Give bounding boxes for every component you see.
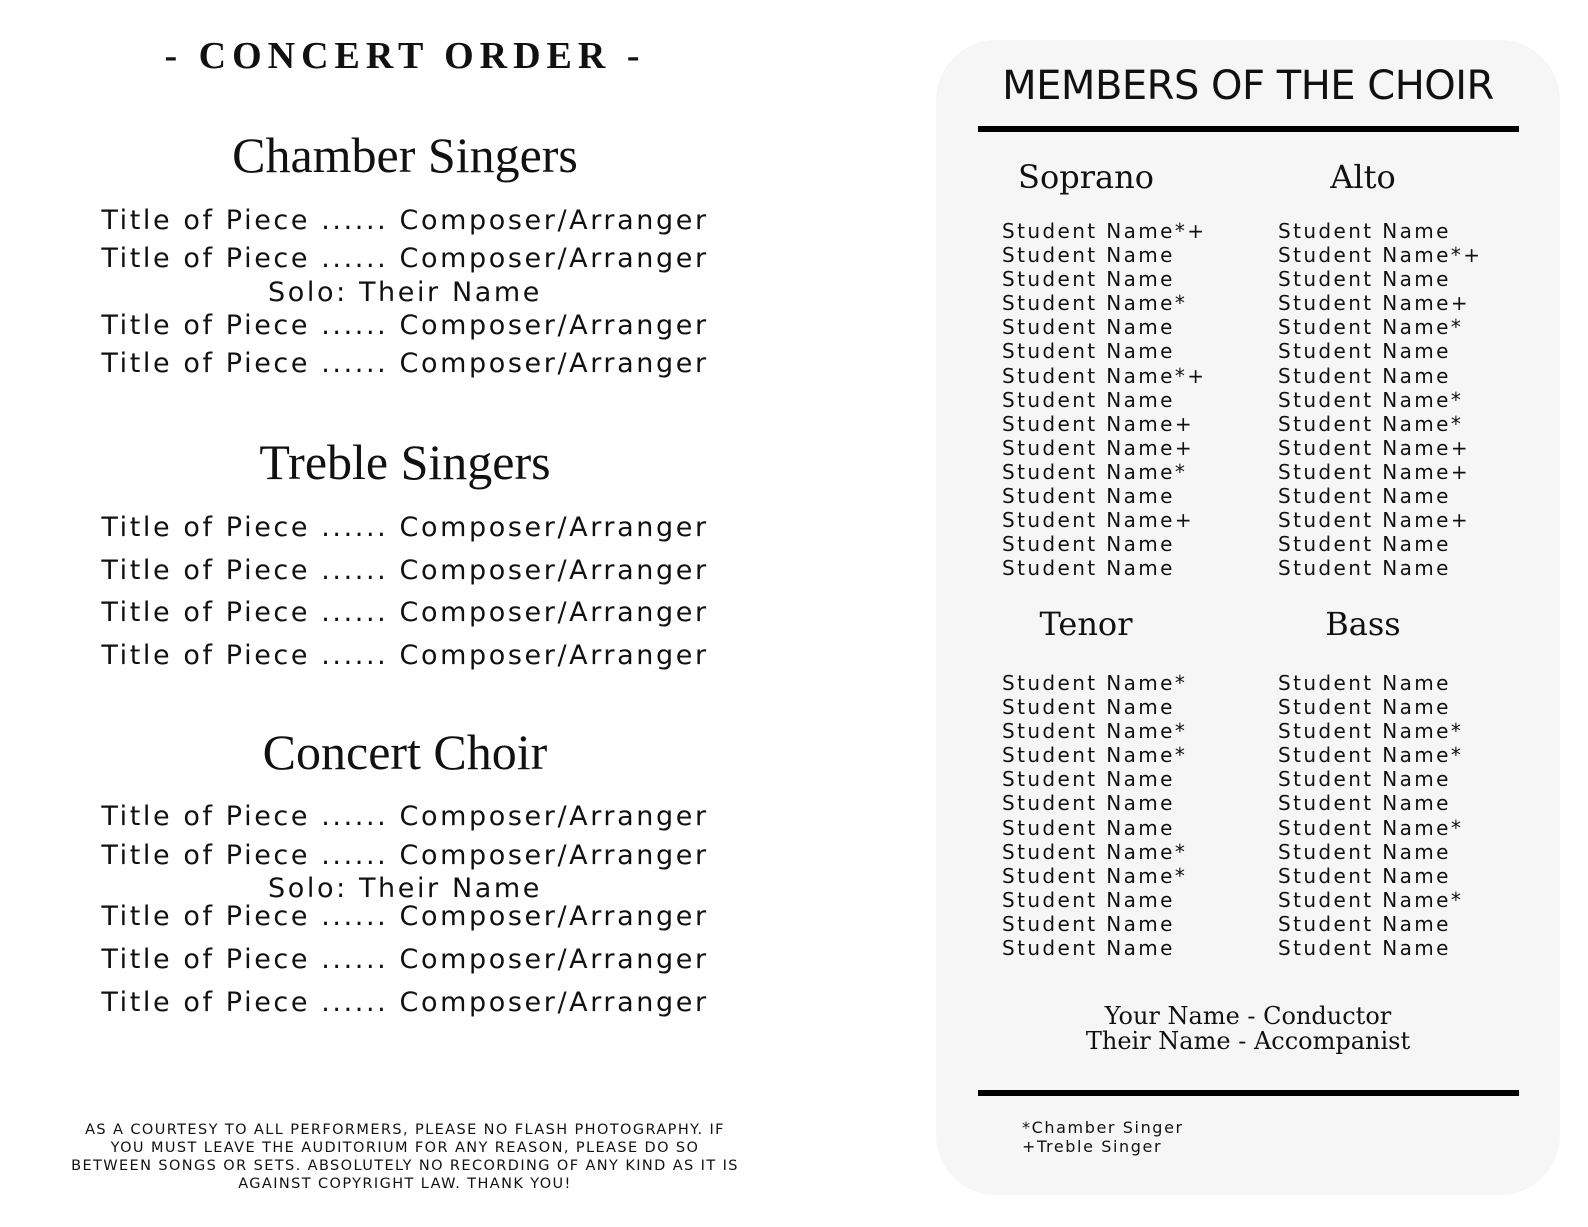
soprano-member-name: Student Name+ [1002, 435, 1195, 460]
alto-member-name: Student Name [1278, 267, 1451, 292]
section-title-soprano: Soprano [1018, 158, 1154, 196]
soprano-member-name: Student Name [1002, 556, 1175, 581]
alto-member-name: Student Name [1278, 556, 1451, 581]
bass-member-name: Student Name [1278, 911, 1451, 936]
bass-member-name: Student Name [1278, 671, 1451, 695]
alto-member-name: Student Name [1278, 339, 1451, 364]
solo-line: Solo: Their Name [267, 277, 542, 308]
tenor-member-name: Student Name* [1002, 839, 1188, 864]
tenor-member-name: Student Name* [1002, 719, 1188, 744]
accompanist-credit: Their Name - Accompanist [1085, 1027, 1411, 1055]
tenor-list [1002, 671, 1187, 960]
section-title-alto: Alto [1330, 158, 1396, 196]
bass-member-name: Student Name [1278, 695, 1451, 720]
bass-member-name: Student Name [1278, 791, 1451, 816]
program-line: Title of Piece ...... Composer/Arranger [101, 901, 709, 932]
conductor-credit: Your Name - Conductor [1104, 1002, 1392, 1030]
program-line: Title of Piece ...... Composer/Arranger [101, 348, 709, 379]
bass-member-name: Student Name [1278, 936, 1451, 961]
program-line: Title of Piece ...... Composer/Arranger [101, 243, 709, 274]
soprano-member-name: Student Name [1002, 532, 1175, 557]
soprano-member-name: Student Name*+ [1002, 219, 1207, 243]
tenor-member-name: Student Name [1002, 767, 1175, 792]
credits [936, 1004, 1560, 1054]
alto-member-name: Student Name [1278, 484, 1451, 509]
soprano-member-name: Student Name [1002, 315, 1175, 340]
bass-member-name: Student Name [1278, 839, 1451, 864]
members-title: MEMBERS OF THE CHOIR [1002, 63, 1494, 109]
members-card [936, 40, 1560, 1195]
tenor-member-name: Student Name* [1002, 863, 1188, 888]
legend-treble-singer: +Treble Singer [1022, 1137, 1163, 1156]
alto-member-name: Student Name* [1278, 387, 1464, 412]
program-line: Title of Piece ...... Composer/Arranger [101, 987, 709, 1018]
tenor-member-name: Student Name* [1002, 671, 1188, 695]
alto-member-name: Student Name*+ [1278, 243, 1483, 268]
program-line: Title of Piece ...... Composer/Arranger [101, 310, 709, 341]
soprano-member-name: Student Name* [1002, 459, 1188, 484]
soprano-member-name: Student Name* [1002, 291, 1188, 316]
program-line: Title of Piece ...... Composer/Arranger [101, 597, 709, 628]
soprano-member-name: Student Name [1002, 484, 1175, 509]
solo-line: Solo: Their Name [267, 873, 542, 904]
alto-member-name: Student Name [1278, 219, 1451, 243]
alto-member-name: Student Name* [1278, 411, 1464, 436]
group-title-treble-singers: Treble Singers [259, 434, 551, 490]
alto-member-name: Student Name [1278, 532, 1451, 557]
tenor-member-name: Student Name [1002, 936, 1175, 961]
soprano-member-name: Student Name [1002, 387, 1175, 412]
bass-member-name: Student Name [1278, 863, 1451, 888]
bottom-divider [978, 1090, 1519, 1096]
section-title-tenor: Tenor [1039, 605, 1133, 643]
program-line: Title of Piece ...... Composer/Arranger [101, 944, 709, 975]
legend [1022, 1118, 1184, 1156]
program-line: Title of Piece ...... Composer/Arranger [101, 555, 709, 586]
alto-member-name: Student Name+ [1278, 435, 1471, 460]
bass-member-name: Student Name [1278, 767, 1451, 792]
program-line: Title of Piece ...... Composer/Arranger [101, 640, 709, 671]
bass-member-name: Student Name* [1278, 719, 1464, 744]
tenor-member-name: Student Name [1002, 887, 1175, 912]
courtesy-note: AS A COURTESY TO ALL PERFORMERS, PLEASE NO FLASH PHOTOGRAPHY. IF YOU MUST LEAVE THE AUDITORIUM FOR ANY REASON, PLEASE DO SO BETWEEN SONGS OR SETS. ABSOLUTELY NO RECORDING OF ANY KIND AS IT IS AGAINST COPYRIGHT LAW. THANK YOU! [71, 1122, 739, 1192]
soprano-member-name: Student Name+ [1002, 508, 1195, 533]
top-divider [978, 126, 1519, 132]
soprano-member-name: Student Name [1002, 243, 1175, 268]
alto-member-name: Student Name+ [1278, 459, 1471, 484]
alto-member-name: Student Name+ [1278, 291, 1471, 316]
bass-member-name: Student Name* [1278, 743, 1464, 768]
program-line: Title of Piece ...... Composer/Arranger [101, 801, 709, 832]
alto-member-name: Student Name+ [1278, 508, 1471, 533]
soprano-member-name: Student Name*+ [1002, 363, 1207, 388]
soprano-member-name: Student Name [1002, 267, 1175, 292]
alto-list [1278, 219, 1482, 580]
tenor-member-name: Student Name [1002, 815, 1175, 840]
program-line: Title of Piece ...... Composer/Arranger [101, 205, 709, 236]
soprano-member-name: Student Name [1002, 339, 1175, 364]
concert-order-title: - CONCERT ORDER - [164, 35, 646, 77]
bass-member-name: Student Name* [1278, 887, 1464, 912]
alto-member-name: Student Name [1278, 363, 1451, 388]
alto-member-name: Student Name* [1278, 315, 1464, 340]
tenor-member-name: Student Name [1002, 911, 1175, 936]
soprano-member-name: Student Name+ [1002, 411, 1195, 436]
bass-member-name: Student Name* [1278, 815, 1464, 840]
program-line: Title of Piece ...... Composer/Arranger [101, 840, 709, 871]
tenor-member-name: Student Name [1002, 791, 1175, 816]
section-title-bass: Bass [1325, 605, 1401, 643]
soprano-list [1002, 219, 1206, 580]
group-title-concert-choir: Concert Choir [262, 724, 548, 780]
tenor-member-name: Student Name* [1002, 743, 1188, 768]
legend-chamber-singer: *Chamber Singer [1022, 1118, 1184, 1137]
tenor-member-name: Student Name [1002, 695, 1175, 720]
group-title-chamber-singers: Chamber Singers [232, 127, 578, 183]
bass-list [1278, 671, 1463, 960]
program-line: Title of Piece ...... Composer/Arranger [101, 512, 709, 543]
